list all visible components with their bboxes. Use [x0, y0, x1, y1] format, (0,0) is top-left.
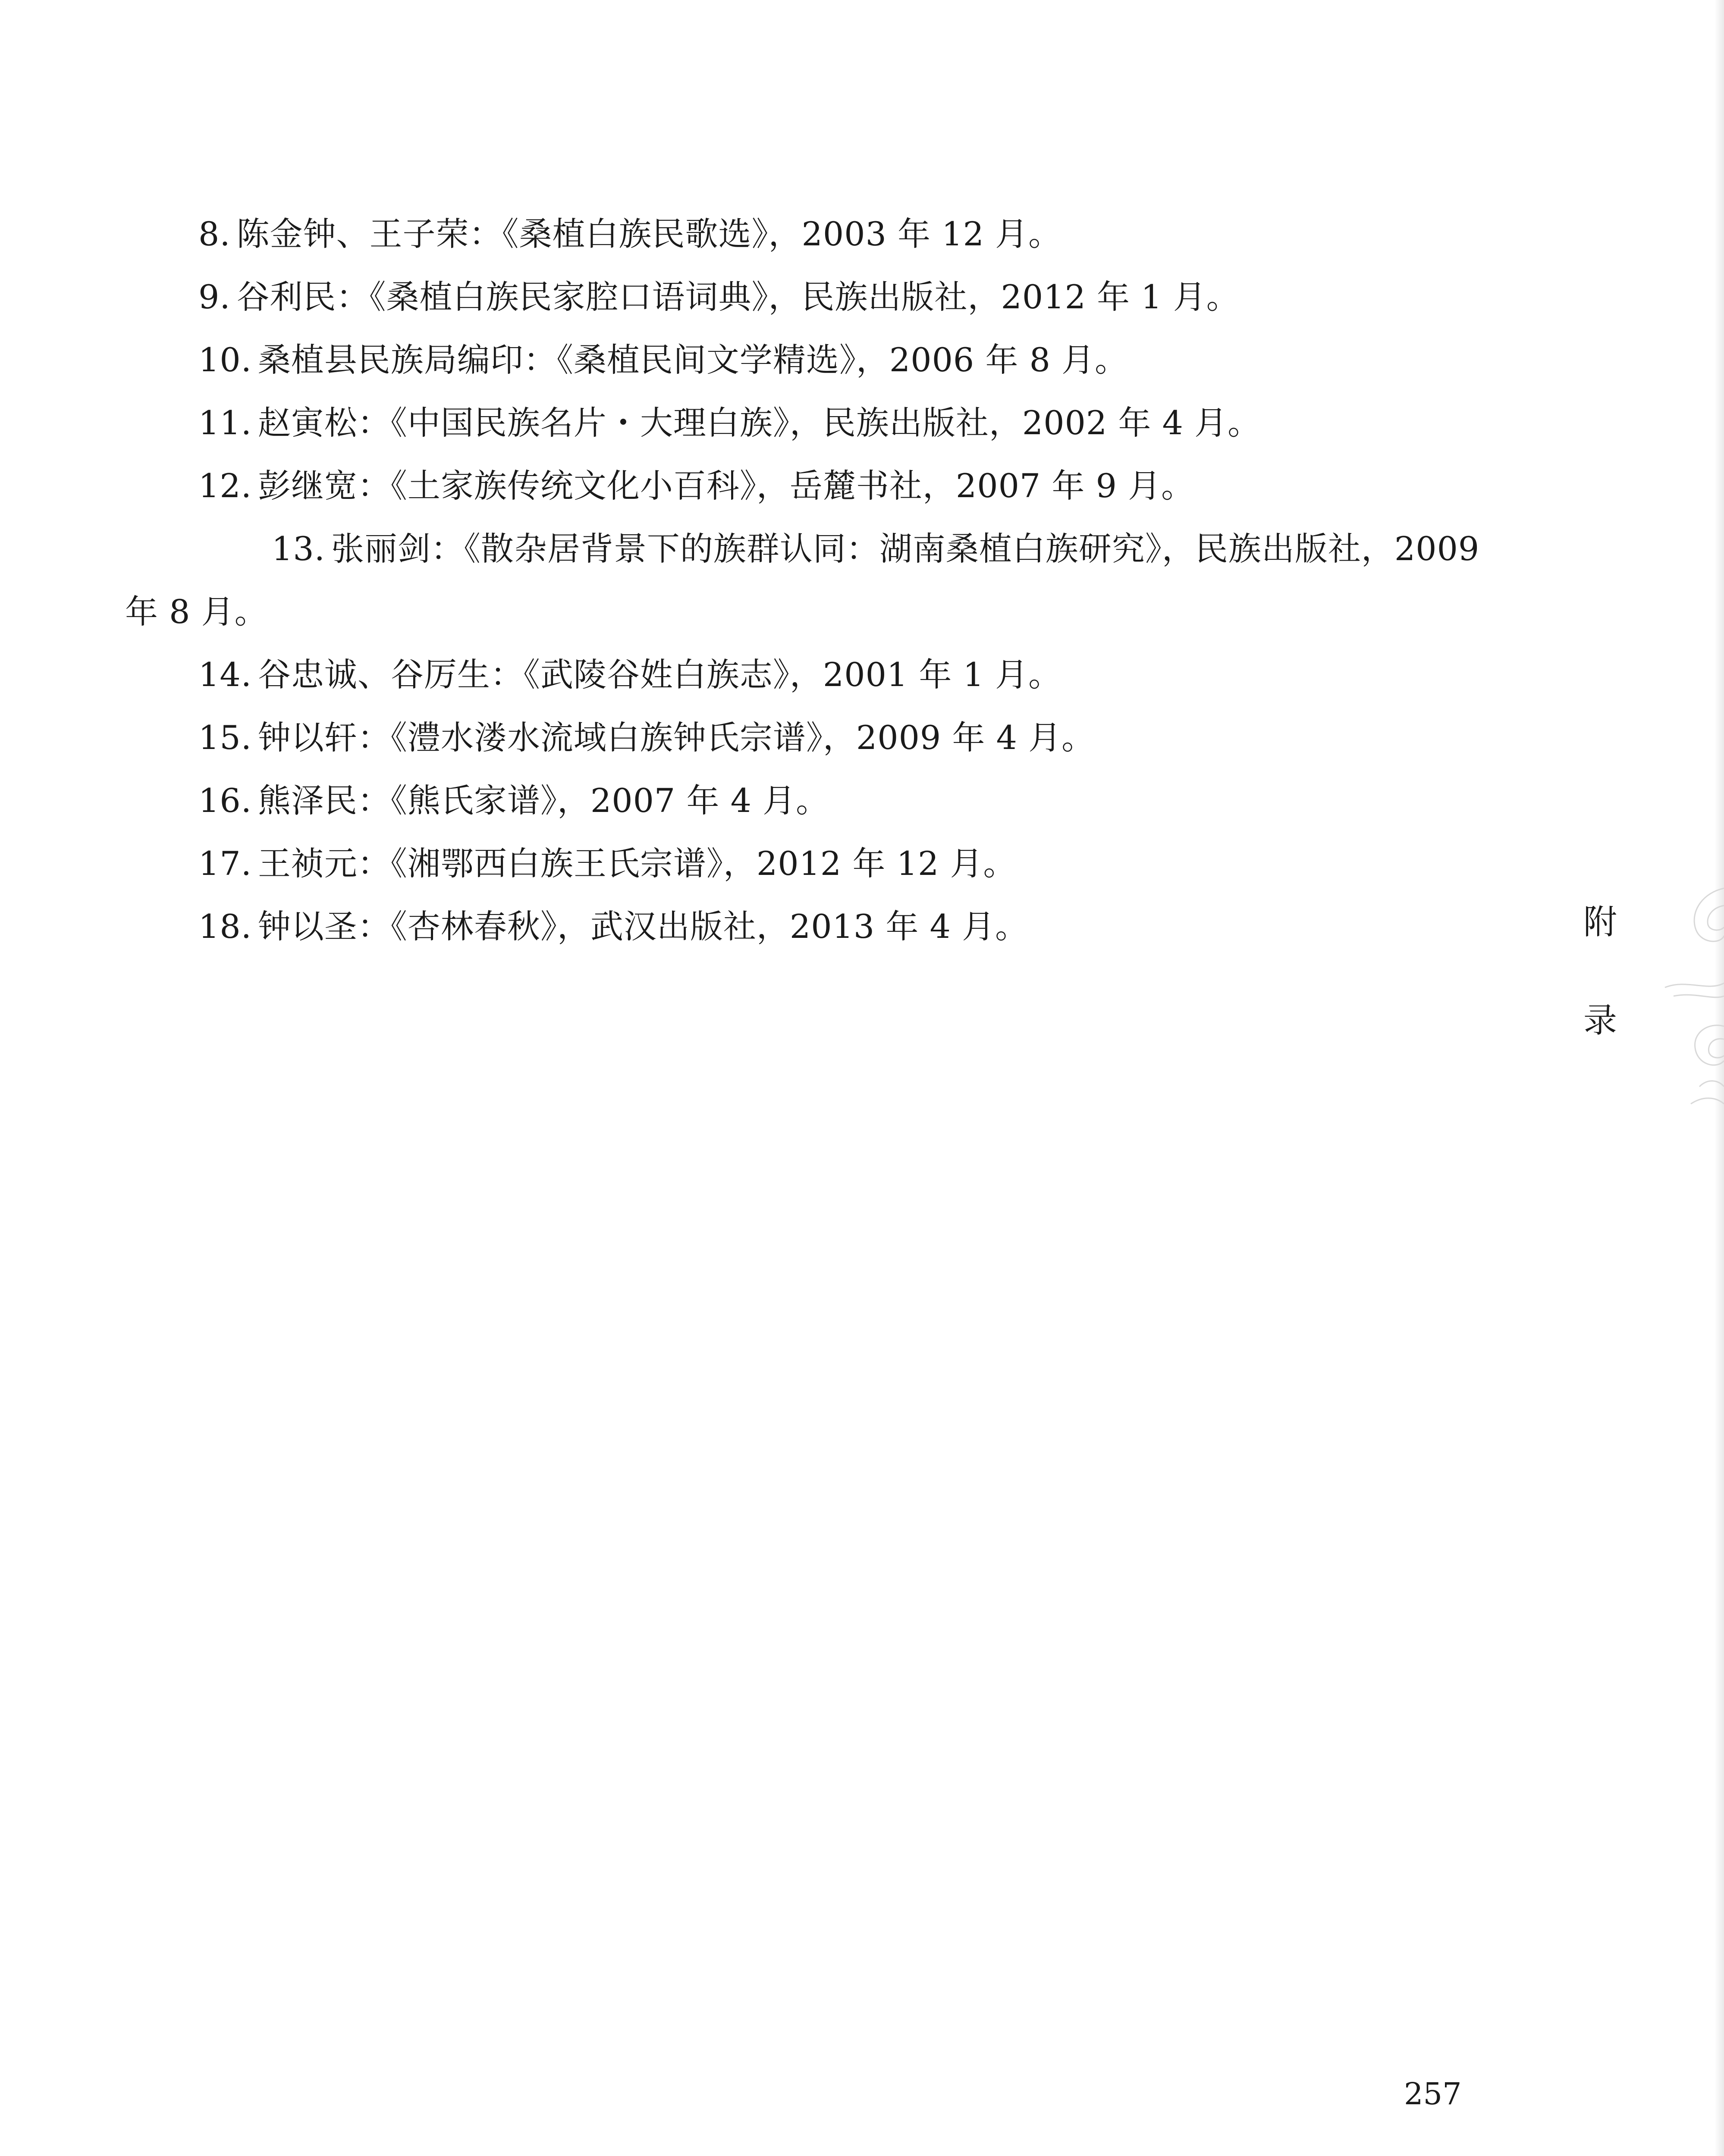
reference-item — [198, 266, 1492, 329]
reference-text: 钟以圣：《杏林春秋》，武汉出版社，2013 年 4 月。 — [258, 907, 1029, 946]
reference-item — [198, 769, 1492, 832]
reference-text: 谷忠诚、谷厉生：《武陵谷姓白族志》，2001 年 1 月。 — [258, 655, 1062, 694]
reference-number: 8. — [198, 215, 231, 253]
reference-item — [198, 329, 1492, 392]
reference-number: 12. — [198, 467, 252, 505]
reference-item — [125, 517, 1492, 643]
reference-text: 钟以轩：《澧水溇水流域白族钟氏宗谱》，2009 年 4 月。 — [258, 718, 1095, 757]
reference-text: 熊泽民：《熊氏家谱》，2007 年 4 月。 — [258, 781, 829, 820]
reference-text: 赵寅松：《中国民族名片・大理白族》，民族出版社，2002 年 4 月。 — [258, 404, 1261, 442]
reference-number: 13. — [272, 530, 325, 568]
reference-text: 王祯元：《湘鄂西白族王氏宗谱》，2012 年 12 月。 — [258, 844, 1017, 883]
reference-number: 18. — [198, 907, 252, 946]
reference-number: 17. — [198, 844, 252, 883]
reference-number: 16. — [198, 781, 252, 820]
reference-item — [198, 643, 1492, 706]
reference-text: 谷利民：《桑植白族民家腔口语词典》，民族出版社，2012 年 1 月。 — [236, 278, 1240, 316]
reference-text: 陈金钟、王子荣：《桑植白族民歌选》，2003 年 12 月。 — [236, 215, 1062, 253]
section-side-tab — [1579, 903, 1622, 1102]
reference-text: 彭继宽：《土家族传统文化小百科》，岳麓书社，2007 年 9 月。 — [258, 467, 1195, 505]
reference-list — [125, 203, 1492, 958]
reference-number: 14. — [198, 655, 252, 694]
reference-item — [198, 895, 1492, 958]
reference-item — [198, 832, 1492, 895]
reference-text: 桑植县民族局编印：《桑植民间文学精选》，2006 年 8 月。 — [258, 341, 1128, 379]
reference-item — [198, 392, 1492, 454]
page-number: 257 — [1404, 2076, 1462, 2112]
cloud-ornament-icon — [1639, 862, 1724, 1164]
side-tab-char: 附 — [1583, 903, 1617, 942]
reference-number: 11. — [198, 404, 252, 442]
reference-item — [198, 203, 1492, 266]
reference-text: 张丽剑：《散杂居背景下的族群认同：湖南桑植白族研究》，民族出版社，2009 年 8 月。 — [125, 530, 1480, 631]
reference-item — [198, 454, 1492, 517]
reference-number: 10. — [198, 341, 252, 379]
side-tab-char: 录 — [1583, 1001, 1617, 1040]
reference-number: 15. — [198, 718, 252, 757]
reference-number: 9. — [198, 278, 231, 316]
reference-item — [198, 706, 1492, 769]
